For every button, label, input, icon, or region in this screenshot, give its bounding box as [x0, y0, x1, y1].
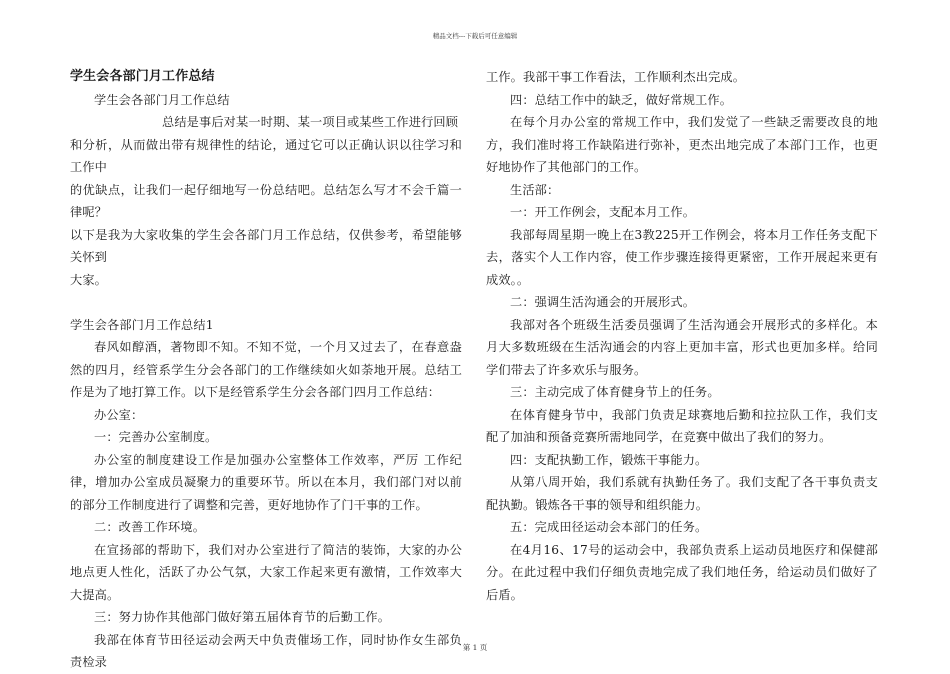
- document-subtitle: 学生会各部门月工作总结: [94, 92, 230, 107]
- page-number: 第 1 页: [462, 643, 488, 652]
- left-column: [70, 66, 462, 674]
- item-heading: 四：总结工作中的缺乏，做好常规工作。: [510, 92, 733, 107]
- header-note: 精品文档---下载后可任意编辑: [432, 32, 518, 40]
- paragraph: 在体育健身节中，我部门负责足球赛地后勤和拉拉队工作，我们支配了加油和预备竞赛所需地同学，在竞赛中做出了我们的努力。: [486, 407, 878, 444]
- paragraph: 从第八周开始，我们系就有执勤任务了。我们支配了各干事负责支配执勤。锻炼各干事的领导和组织能力。: [486, 475, 878, 512]
- paragraph: 春风如醇酒，著物即不知。不知不觉，一个月又过去了，在春意盎然的四月，经管系学生分会各部门的工作继续如火如荼地开展。总结工作是为了地打算工作。以下是经管系学生分会各部门四月工作总结：: [70, 340, 462, 399]
- paragraph: 办公室的制度建设工作是加强办公室整体工作效率，严厉 工作纪律，增加办公室成员凝聚力的重要环节。所以在本月，我们部门对以前的部分工作制度进行了调整和完善，更好地协作了门干事的工作。: [70, 452, 462, 512]
- intro-line: 的优缺点，让我们一起仔细地写一份总结吧。总结怎么写才不会千篇一律呢？: [70, 182, 462, 219]
- intro-line: 大家。: [70, 272, 108, 287]
- item-heading: 一：开工作例会，支配本月工作。: [510, 205, 696, 219]
- paragraph: 我部每周星期一晚上在3教225开工作例会，将本月工作任务支配下去，落实个人工作内容，使工作步骤连接得更紧密，工作开展起来更有成效。。: [486, 227, 878, 287]
- item-heading: 一：完善办公室制度。: [94, 430, 218, 444]
- intro-line: 总结是事后对某一时期、某一项目或某些工作进行回顾: [162, 115, 459, 129]
- right-column: [486, 66, 878, 606]
- paragraph: 在宣扬部的帮助下，我们对办公室进行了简洁的装饰，大家的办公地点更人性化，活跃了办公气氛，大家工作起来更有激情，工作效率大大提高。: [70, 542, 462, 602]
- paragraph: 在每个月办公室的常规工作中，我们发觉了一些缺乏需要改良的地方，我们准时将工作缺陷进行弥补，更杰出地完成了本部门工作，也更好地协作了其他部门的工作。: [486, 115, 878, 174]
- paragraph-continued: 工作。我部干事工作看法，工作顺利杰出完成。: [486, 70, 746, 84]
- item-heading: 四：支配执勤工作，锻炼干事能力。: [510, 452, 708, 467]
- paragraph: 在4月16、17号的运动会中，我部负责系上运动员地医疗和保健部分。在此过程中我们仔细负责地完成了我们地任务，给运动员们做好了后盾。: [486, 542, 878, 602]
- paragraph: 我部在体育节田径运动会两天中负责催场工作，同时协作女生部负责检录: [70, 632, 462, 669]
- intro-line: 以下是我为大家收集的学生会各部门月工作总结，仅供参考，希望能够关怀到: [70, 227, 462, 264]
- item-heading: 二：强调生活沟通会的开展形式。: [510, 295, 696, 309]
- item-heading: 三：主动完成了体育健身节上的任务。: [510, 385, 720, 399]
- item-heading: 五：完成田径运动会本部门的任务。: [510, 520, 708, 534]
- department-heading: 办公室：: [94, 407, 144, 422]
- department-heading: 生活部：: [510, 182, 560, 197]
- item-heading: 三：努力协作其他部门做好第五届体育节的后勤工作。: [94, 610, 391, 624]
- item-heading: 二：改善工作环境。: [94, 520, 206, 534]
- section-title: 学生会各部门月工作总结1: [70, 317, 214, 332]
- paragraph: 我部对各个班级生活委员强调了生活沟通会开展形式的多样化。本月大多数班级在生活沟通会的内容上更加丰富，形式也更加多样。给同学们带去了许多欢乐与服务。: [486, 317, 878, 377]
- document-title: 学生会各部门月工作总结: [70, 69, 215, 84]
- intro-line: 和分析，从而做出带有规律性的结论，通过它可以正确认识以往学习和工作中: [70, 137, 462, 174]
